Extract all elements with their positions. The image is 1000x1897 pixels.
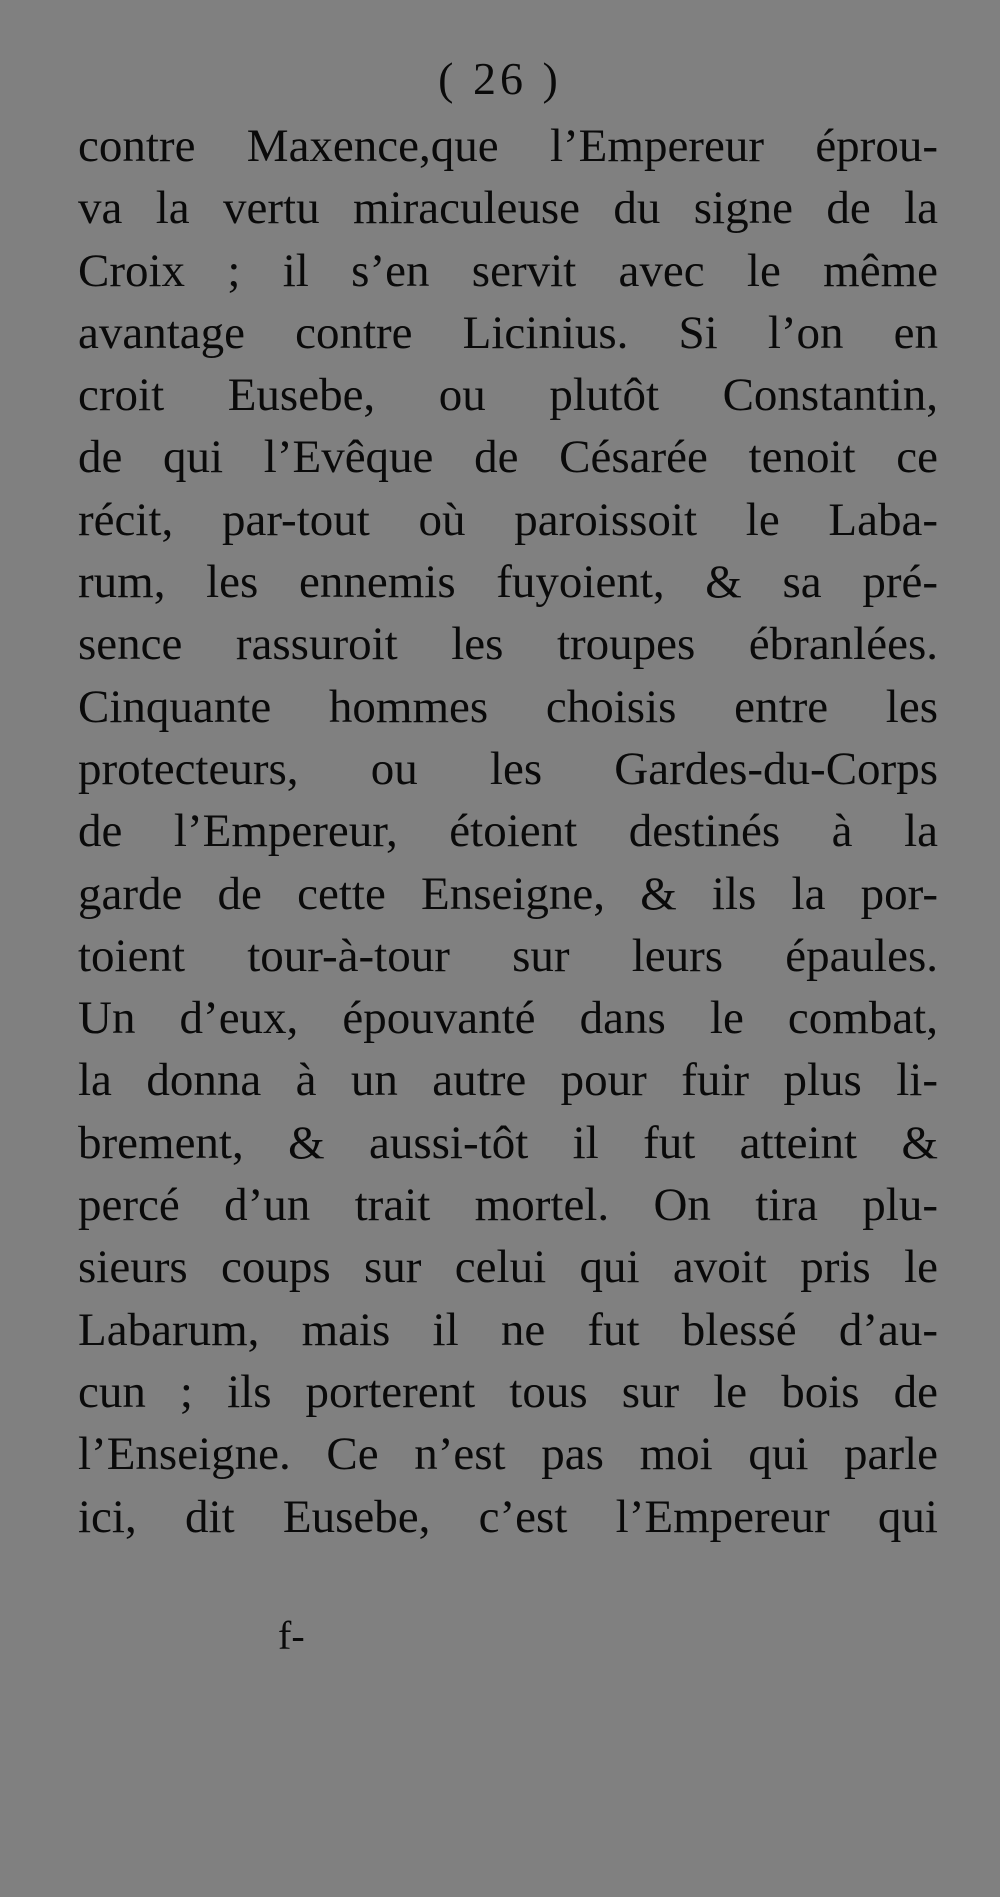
text-line: contre Maxence,que l’Empereur éprou-	[78, 120, 938, 172]
text-line: percé d’un trait mortel. On tira plu-	[78, 1179, 938, 1232]
page-number: ( 26 )	[438, 53, 562, 104]
text-line: l’Enseigne. Ce n’est pas moi qui parle	[78, 1428, 938, 1481]
text-line: cun ; ils porterent tous sur le bois de	[78, 1365, 938, 1418]
text-line: sieurs coups sur celui qui avoit pris le	[78, 1241, 938, 1294]
text-line: avantage contre Licinius. Si l’on en	[78, 306, 938, 359]
catchword: f-	[278, 1613, 305, 1658]
text-line: brement, & aussi-tôt il fut atteint &	[78, 1116, 938, 1169]
text-line: croit Eusebe, ou plutôt Constantin,	[78, 369, 938, 422]
text-line: va la vertu miraculeuse du signe de la	[78, 182, 938, 235]
text-line: la donna à un autre pour fuir plus li-	[78, 1054, 938, 1107]
text-line: sence rassuroit les troupes ébranlées.	[78, 618, 938, 671]
text-line: Croix ; il s’en servit avec le même	[78, 244, 938, 297]
text-line: récit, par-tout où paroissoit le Laba-	[78, 493, 938, 546]
text-line: de l’Empereur, étoient destinés à la	[78, 805, 938, 858]
text-line: ici, dit Eusebe, c’est l’Empereur qui	[78, 1490, 938, 1543]
text-line: protecteurs, ou les Gardes-du-Corps	[78, 742, 938, 795]
text-line: Cinquante hommes choisis entre les	[78, 680, 938, 733]
text-line: rum, les ennemis fuyoient, & sa pré-	[78, 556, 938, 609]
text-line: Labarum, mais il ne fut blessé d’au-	[78, 1303, 938, 1356]
text-line: Un d’eux, épouvanté dans le combat,	[78, 992, 938, 1045]
text-line: toient tour-à-tour sur leurs épaules.	[78, 929, 938, 982]
text-line: garde de cette Enseigne, & ils la por-	[78, 867, 938, 920]
text-line: de qui l’Evêque de Césarée tenoit ce	[78, 431, 938, 484]
body-text	[78, 115, 938, 1548]
